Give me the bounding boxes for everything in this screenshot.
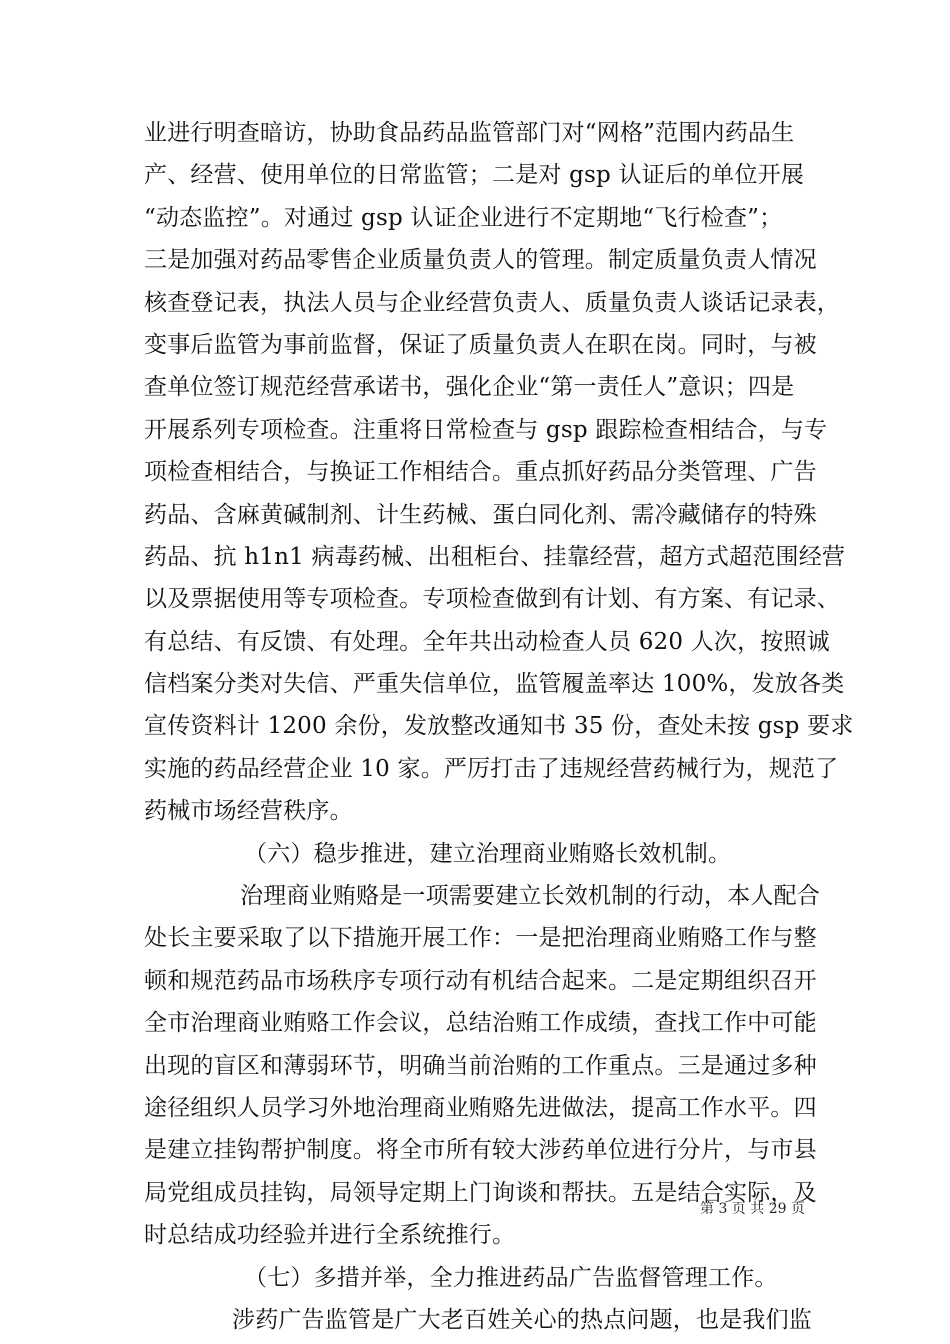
text-line: 查单位签订规范经营承诺书，强化企业“第一责任人”意识；四是 — [144, 374, 795, 401]
text-line: 局党组成员挂钩，局领导定期上门询谈和帮扶。五是结合实际，及 — [144, 1179, 817, 1206]
text-line: 是建立挂钩帮护制度。将全市所有较大涉药单位进行分片，与市县 — [144, 1137, 817, 1164]
text-line: 时总结成功经验并进行全系统推行。 — [144, 1222, 516, 1249]
text-line: 途径组织人员学习外地治理商业贿赂先进做法，提高工作水平。四 — [144, 1094, 817, 1121]
text-line: 全市治理商业贿赂工作会议，总结治贿工作成绩，查找工作中可能 — [144, 1010, 817, 1037]
text-line: 以及票据使用等专项检查。专项检查做到有计划、有方案、有记录、 — [144, 586, 840, 613]
text-line: 产、经营、使用单位的日常监管；二是对 gsp 认证后的单位开展 — [144, 162, 805, 189]
text-line: 药品、抗 h1n1 病毒药械、出租柜台、挂靠经营，超方式超范围经营 — [144, 543, 846, 570]
text-line: 核查登记表，执法人员与企业经营负责人、质量负责人谈话记录表， — [144, 289, 840, 316]
text-line: 药械市场经营秩序。 — [144, 798, 353, 825]
text-line: 涉药广告监管是广大老百姓关心的热点问题，也是我们监 — [232, 1306, 812, 1333]
text-line: 顿和规范药品市场秩序专项行动有机结合起来。二是定期组织召开 — [144, 967, 817, 994]
text-line: 实施的药品经营企业 10 家。严厉打击了违规经营药械行为，规范了 — [144, 755, 839, 782]
text-line: 项检查相结合，与换证工作相结合。重点抓好药品分类管理、广告 — [144, 459, 817, 486]
page-number: 第 3 页 共 29 页 — [700, 1201, 805, 1217]
text-line: 业进行明查暗访，协助食品药品监管部门对“网格”范围内药品生 — [144, 120, 795, 146]
text-line: “动态监控”。对通过 gsp 认证企业进行不定期地“飞行检查”； — [144, 204, 783, 231]
text-line: 出现的盲区和薄弱环节，明确当前治贿的工作重点。三是通过多种 — [144, 1052, 817, 1079]
text-line: 宣传资料计 1200 余份，发放整改通知书 35 份，查处未按 gsp 要求 — [144, 713, 854, 740]
text-line: 信档案分类对失信、严重失信单位，监管履盖率达 100%，发放各类 — [144, 671, 845, 698]
text-line: 药品、含麻黄碱制剂、计生药械、蛋白同化剂、需冷藏储存的特殊 — [144, 501, 817, 528]
text-line: 变事后监管为事前监督，保证了质量负责人在职在岗。同时，与被 — [144, 331, 817, 358]
body-text — [144, 112, 854, 1341]
text-line: 处长主要采取了以下措施开展工作：一是把治理商业贿赂工作与整 — [144, 925, 817, 952]
text-line: 治理商业贿赂是一项需要建立长效机制的行动，本人配合 — [240, 883, 820, 910]
text-line: 开展系列专项检查。注重将日常检查与 gsp 跟踪检查相结合，与专 — [144, 416, 828, 443]
text-line: 三是加强对药品零售企业质量负责人的管理。制定质量负责人情况 — [144, 247, 817, 274]
section-heading-6: （六）稳步推进，建立治理商业贿赂长效机制。 — [244, 840, 732, 867]
text-line: 有总结、有反馈、有处理。全年共出动检查人员 620 人次，按照诚 — [144, 628, 830, 655]
section-heading-7: （七）多措并举，全力推进药品广告监督管理工作。 — [244, 1264, 778, 1291]
